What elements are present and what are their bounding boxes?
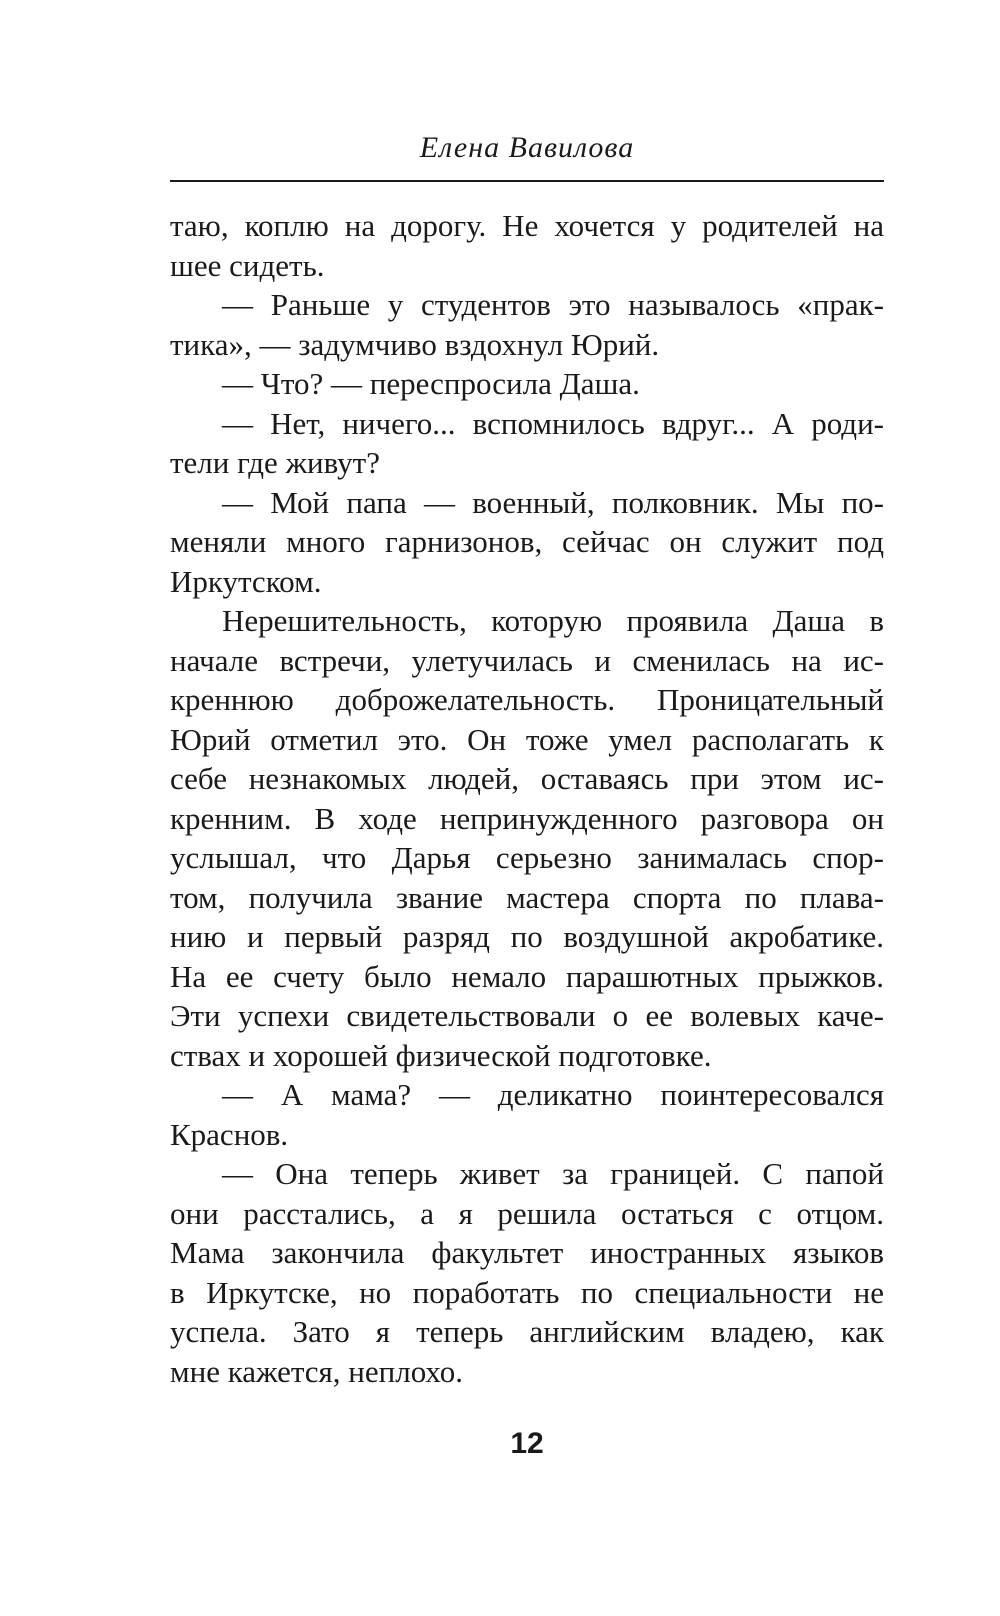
text-line: услышал, что Дарья серьезно занималась спор-	[170, 840, 884, 875]
text-line: Нерешительность, которую проявила Даша в	[222, 603, 884, 638]
text-line: мне кажется, неплохо.	[170, 1353, 463, 1389]
text-line: успела. Зато я теперь английским владею, как	[170, 1314, 884, 1349]
text-line: нию и первый разряд по воздушной акробатике.	[170, 919, 884, 954]
text-line: в Иркутске, но поработать по специальности не	[170, 1274, 884, 1310]
text-line: — Что? — переспросила Даша.	[222, 366, 640, 401]
text-line: На ее счету было немало парашютных прыжков.	[170, 958, 884, 994]
text-line: креннюю доброжелательность. Проницательный	[170, 682, 884, 717]
text-line: тика», — задумчиво вздохнул Юрий.	[170, 326, 660, 362]
text-line: тели где живут?	[170, 445, 380, 480]
text-line: Иркутском.	[170, 563, 322, 599]
running-head-author: Елена Вавилова	[419, 131, 635, 164]
text-line: начале встречи, улетучилась и сменилась на ис-	[170, 642, 884, 678]
header-rule	[170, 180, 884, 182]
text-line: таю, коплю на дорогу. Не хочется у родителей на	[170, 208, 884, 243]
text-line: — Она теперь живет за границей. С папой	[222, 1156, 884, 1191]
text-line: — Нет, ничего... вспомнилось вдруг... А роди-	[222, 405, 884, 441]
text-line: кренним. В ходе непринужденного разговора он	[170, 800, 884, 836]
text-line: ствах и хорошей физической подготовке.	[170, 1037, 712, 1073]
text-line: Юрий отметил это. Он тоже умел располагать к	[170, 721, 884, 757]
text-line: меняли много гарнизонов, сейчас он служит под	[170, 524, 884, 559]
body-text	[170, 206, 884, 1391]
text-line: они расстались, а я решила остаться с отцом.	[170, 1195, 884, 1231]
text-line: Краснов.	[170, 1116, 289, 1152]
text-line: шее сидеть.	[170, 247, 325, 283]
text-line: — Мой папа — военный, полковник. Мы по-	[222, 484, 884, 520]
text-line: том, получила звание мастера спорта по плава-	[170, 879, 884, 915]
text-line: — Раньше у студентов это называлось «прак-	[222, 287, 884, 322]
page-number: 12	[510, 1427, 544, 1460]
text-line: себе незнакомых людей, оставаясь при этом ис-	[170, 761, 884, 796]
text-line: Эти успехи свидетельствовали о ее волевых каче-	[170, 998, 884, 1033]
text-line: Мама закончила факультет иностранных языков	[170, 1235, 884, 1270]
text-line: — А мама? — деликатно поинтересовался	[222, 1077, 884, 1112]
